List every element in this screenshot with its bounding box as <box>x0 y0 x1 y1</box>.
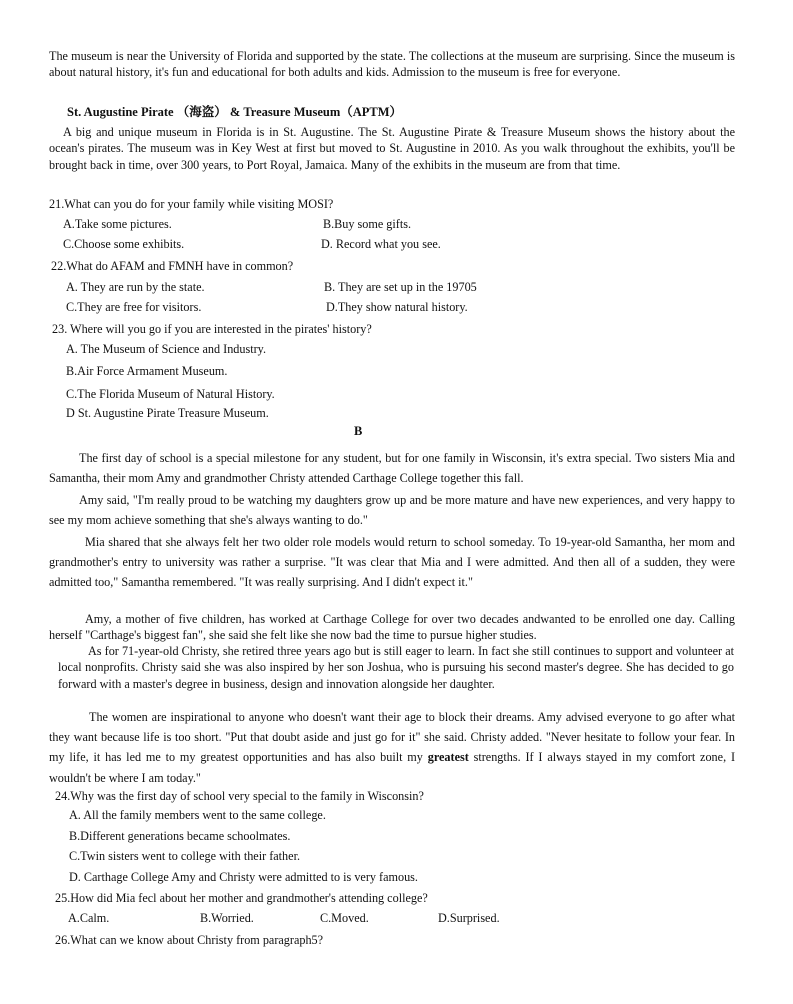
question-24-option-c: C.Twin sisters went to college with their father. <box>69 849 300 863</box>
question-23-option-b: B.Air Force Armament Museum. <box>66 364 228 378</box>
paragraph-b6: The women are inspirational to anyone who doesn't want their age to block their dreams. Amy advised everyone to go after what they want because life is too short. "Put that doubt aside and just go for it" she said. Christy added. "Never hesitate to follow your fear. In my life, it has led me to my greatest opportunities and has also built my greatest strengths. If I always stayed in my comfort zone, I wouldn't be where I am today." <box>49 710 735 785</box>
question-25-option-a: A.Calm. <box>68 911 110 925</box>
question-21-option-a: A.Take some pictures. <box>63 217 172 231</box>
paragraph-aptm: A big and unique museum in Florida is in St. Augustine. The St. Augustine Pirate & Treasure Museum shows the history about the ocean's pirates. The museum was in Key West at first but moved to St. Augustine in 2010. As you walk throughout the exhibits, you'll be brought back in time, over 300 years, to Port Royal, Jamaica. Many of the exhibits in the museum are from that time. <box>49 125 735 172</box>
question-21-option-b: B.Buy some gifts. <box>323 217 412 231</box>
question-25-option-b: B.Worried. <box>200 911 254 925</box>
question-25-stem: 25.How did Mia fecl about her mother and grandmother's attending college? <box>55 891 428 905</box>
bold-word-greatest: greatest <box>427 750 469 765</box>
question-22-option-b: B. They are set up in the 19705 <box>324 280 477 294</box>
paragraph-b1: The first day of school is a special milestone for any student, but for one family in Wisconsin, it's extra special. Two sisters Mia and Samantha, their mom Amy and grandmother Christy attended Carthage College together this fall. <box>49 451 735 486</box>
question-23-option-c: C.The Florida Museum of Natural History. <box>66 387 275 401</box>
question-26-stem: 26.What can we know about Christy from paragraph5? <box>55 933 324 947</box>
question-22-option-c: C.They are free for visitors. <box>66 300 202 314</box>
question-23-stem: 23. Where will you go if you are interested in the pirates' history? <box>52 322 372 336</box>
question-21-option-d: D. Record what you see. <box>321 237 441 251</box>
question-25-option-d: D.Surprised. <box>438 911 500 925</box>
question-24-stem: 24.Why was the first day of school very special to the family in Wisconsin? <box>55 789 424 803</box>
paragraph-florida-museum: The museum is near the University of Florida and supported by the state. The collections at the museum are surprising. Since the museum is about natural history, it's fun and educational for both adults and kids. Admission to the museum is free for everyone. <box>49 49 735 80</box>
paragraph-b4: Amy, a mother of five children, has worked at Carthage College for over two decades andwanted to be enrolled one day. Calling herself "Carthage's biggest fan", she said she felt like she now bad the time to pursue higher studies. <box>49 612 735 643</box>
question-24-option-d: D. Carthage College Amy and Christy were admitted to is very famous. <box>69 870 418 884</box>
museum-heading-aptm: St. Augustine Pirate （海盗） & Treasure Museum（APTM） <box>67 105 403 119</box>
question-22-stem: 22.What do AFAM and FMNH have in common? <box>51 259 294 273</box>
question-24-option-b: B.Different generations became schoolmates. <box>69 829 291 843</box>
question-23-option-a: A. The Museum of Science and Industry. <box>66 342 267 356</box>
paragraph-b2: Amy said, "I'm really proud to be watching my daughters grow up and be more mature and have new experiences, and very happy to see my mom achieve something that she's always wanting to do." <box>49 493 735 528</box>
question-24-option-a: A. All the family members went to the same college. <box>69 808 326 822</box>
paragraph-b5: As for 71-year-old Christy, she retired three years ago but is still eager to learn. In fact she still continues to support and volunteer at local nonprofits. Christy said she was also inspired by her son Joshua, who is pursuing his second master's degree. She has decided to go forward with a master's degree in business, design and innovation alongside her daughter. <box>58 644 734 691</box>
question-23-option-d: D St. Augustine Pirate Treasure Museum. <box>66 406 269 420</box>
question-22-option-a: A. They are run by the state. <box>66 280 205 294</box>
question-21-option-c: C.Choose some exhibits. <box>63 237 185 251</box>
question-21-stem: 21.What can you do for your family while visiting MOSI? <box>49 197 334 211</box>
section-b-label: B <box>354 424 363 438</box>
paragraph-b3: Mia shared that she always felt her two older role models would return to school someday. To 19-year-old Samantha, her mom and grandmother's entry to university was rather a surprise. "It was clear that Mia and I were admitted. And then all of a sudden, they were admitted too," Samantha remembered. "It was really surprising. And I didn't expect it." <box>49 535 735 590</box>
question-25-option-c: C.Moved. <box>320 911 369 925</box>
question-22-option-d: D.They show natural history. <box>326 300 468 314</box>
